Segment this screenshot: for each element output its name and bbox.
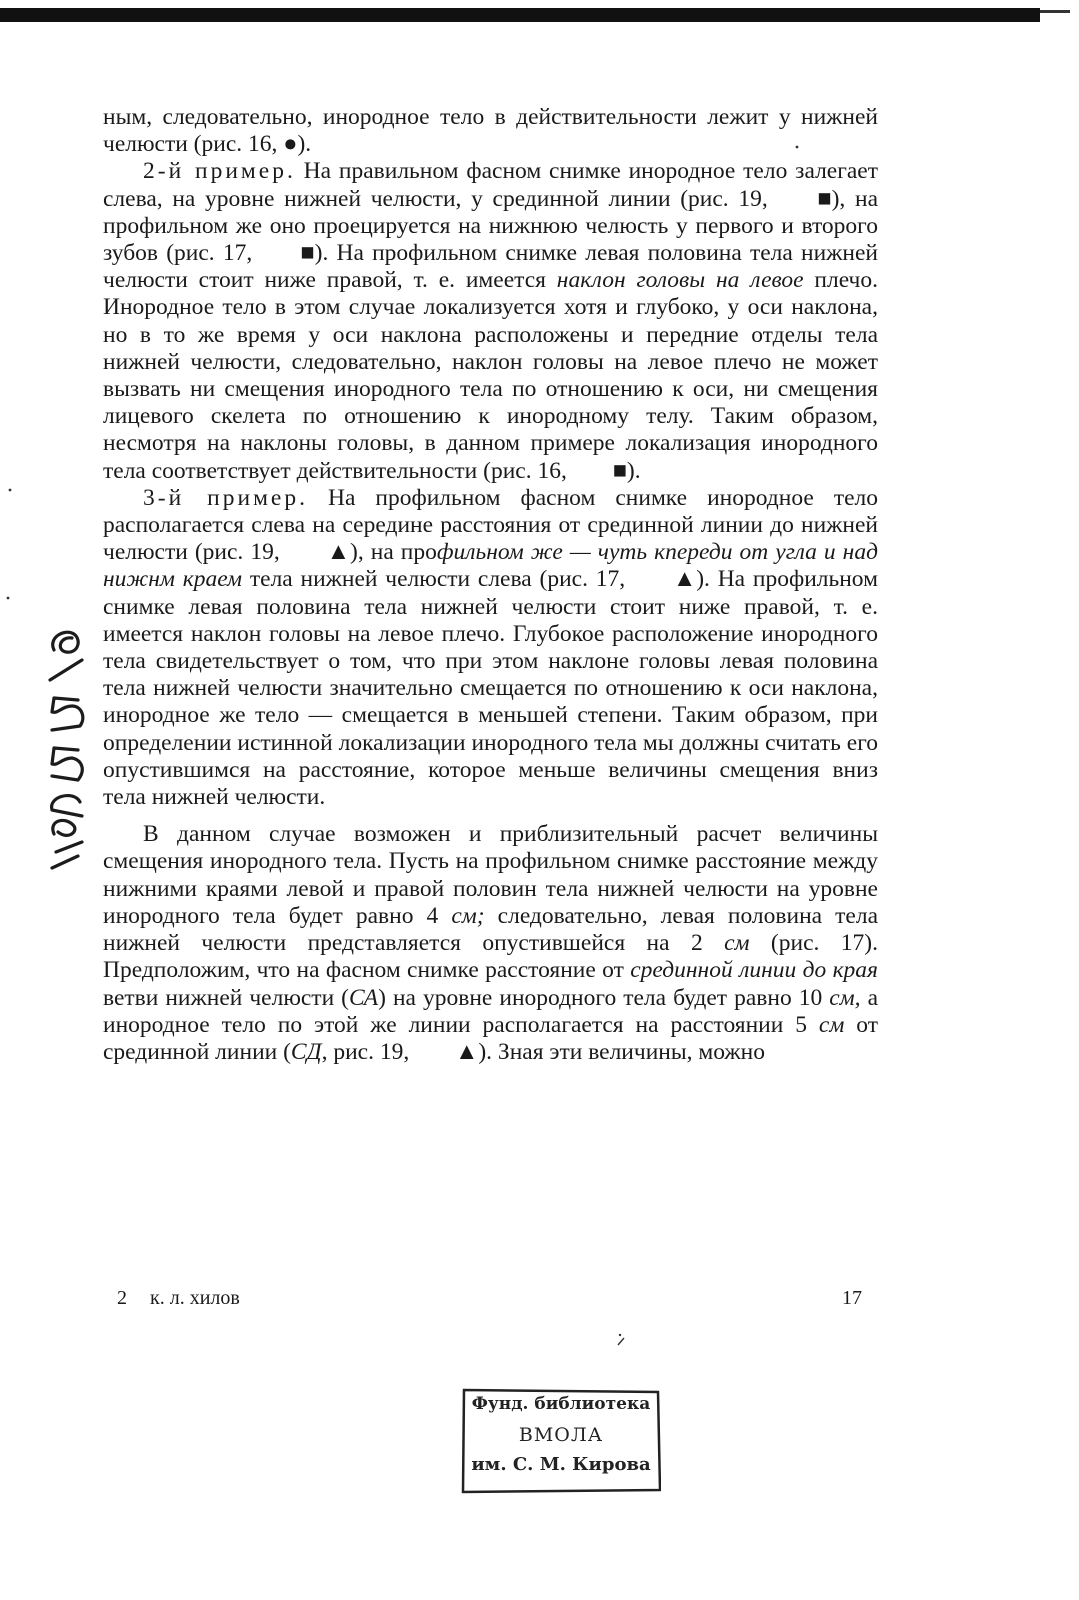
page-footer xyxy=(117,1287,862,1310)
signature-author: к. л. хилов xyxy=(150,1287,240,1309)
text-run: В данном случае возможен и приблизительный расчет величины смещения инородного тела. Пусть на профильном снимке расстояние между нижними краями левой и правой половин тела нижней челюсти на уровне инородного тела будет равно 4 xyxy=(103,821,878,929)
paragraph xyxy=(103,821,878,1066)
text-run: ). xyxy=(626,457,641,484)
italic-text-run: см, xyxy=(829,984,861,1011)
text-run: следовательно, левая половина тела нижней челюсти представляется опустившейся на 2 xyxy=(103,902,878,957)
paragraph xyxy=(103,158,878,484)
text-run: ), на профильном же оно проецируется на нижнюю челюсть у первого и второго зубов (рис. 17, xyxy=(103,185,878,267)
text-run: ветви нижней челюсти ( xyxy=(103,984,349,1011)
text-run: , рис. 19, xyxy=(321,1038,416,1065)
page-body-text xyxy=(103,104,878,1066)
text-run: тела нижней челюсти слева (рис. 17, xyxy=(242,566,633,593)
text-run: ) на уровне инородного тела будет равно 10 xyxy=(378,984,830,1011)
italic-text-run: СА xyxy=(349,984,379,1011)
stamp-line-3: им. С. М. Кирова xyxy=(471,1454,651,1475)
text-run: На профильном фасном снимке инородное тело располагается слева на середине расстояния от срединной линии до нижней челюсти (рис. 19, xyxy=(103,484,878,566)
italic-text-run: см xyxy=(818,1011,845,1038)
italic-text-run: см xyxy=(724,930,750,957)
top-scan-edge-tail xyxy=(1040,10,1070,13)
signature-number: 2 xyxy=(117,1287,127,1309)
italic-text-run: см; xyxy=(451,902,485,929)
text-run: ). Зная эти величины, можно xyxy=(478,1038,765,1065)
figure-marker: ■ xyxy=(612,457,627,484)
text-run: ). xyxy=(297,131,312,158)
footer-signature xyxy=(117,1287,240,1310)
example-heading: 2-й пример. xyxy=(143,158,296,185)
text-run: ). На профильном снимке левая половина тела нижней челюсти стоит ниже правой, т. е. имеется xyxy=(103,240,878,294)
figure-marker: ● xyxy=(283,131,298,158)
text-run: ). На профильном снимке левая половина тела нижней челюсти стоит ниже правой, т. е. имеется наклон головы на левое плечо. Глубокое расположение инородного тела свидетельствует о том, что при этом наклоне головы левая половина тела нижней челюсти значительно смещается по отношению к оси наклона, инородное же тело — смещается в меньшей степени. Таким образом, при определении истинной локализации инородного тела мы должны считать его опустившимся на расстояние, которое меньше величины смещения вниз тела нижней челюсти. xyxy=(103,566,878,811)
figure-marker: ■ xyxy=(300,240,315,267)
stamp-line-2: ВМОЛА xyxy=(518,1424,604,1446)
italic-text-run: срединной линии до края xyxy=(630,957,878,984)
paragraph xyxy=(103,485,878,811)
handwritten-inventory-number-drawing xyxy=(38,620,98,880)
italic-text-run: фильном же — чуть кпереди от угла и над нижнм краем xyxy=(103,539,878,593)
figure-marker: ▲ xyxy=(326,539,351,566)
figure-marker: ■ xyxy=(817,185,832,212)
library-stamp xyxy=(461,1386,661,1496)
italic-text-run: СД xyxy=(290,1038,322,1065)
top-scan-edge xyxy=(0,8,1040,22)
page-number: 17 xyxy=(842,1287,862,1309)
text-run: от срединной линии ( xyxy=(103,1011,878,1065)
text-run: (рис. 17). Предположим, что на фасном снимке расстояние от xyxy=(103,930,878,984)
figure-marker: ▲ xyxy=(455,1038,479,1065)
text-run: а инородное тело по этой же линии располагается на расстоянии 5 xyxy=(103,984,878,1038)
italic-text-run: наклон головы на левое xyxy=(556,267,804,294)
text-run: ным, следовательно, инородное тело в действительности лежит у нижней челюсти (рис. 16, xyxy=(103,104,878,158)
paragraph xyxy=(103,104,878,158)
text-run: На правильном фасном снимке инородное тело залегает слева, на уровне нижней челюсти, у срединной линии (рис. 19, xyxy=(103,158,879,212)
example-heading: 3-й пример. xyxy=(143,484,308,511)
figure-marker: ▲ xyxy=(672,566,697,593)
text-run: ), на про xyxy=(350,539,437,566)
handwritten-inventory-number xyxy=(38,620,98,880)
stamp-line-1: Фунд. библиотека xyxy=(471,1394,651,1414)
text-run: плечо. Инородное тело в этом случае локализуется хотя и глубоко, у оси наклона, но в то же время у оси наклона расположены и передние отделы тела нижней челюсти, следовательно, наклон головы на левое плечо не может вызвать ни смещения инородного тела по отношению к оси, ни смещения лицевого скелета по отношению к инородному телу. Таким образом, несмотря на наклоны головы, в данном примере локализация инородного тела соответствует действительности (рис. 16, xyxy=(103,267,878,484)
